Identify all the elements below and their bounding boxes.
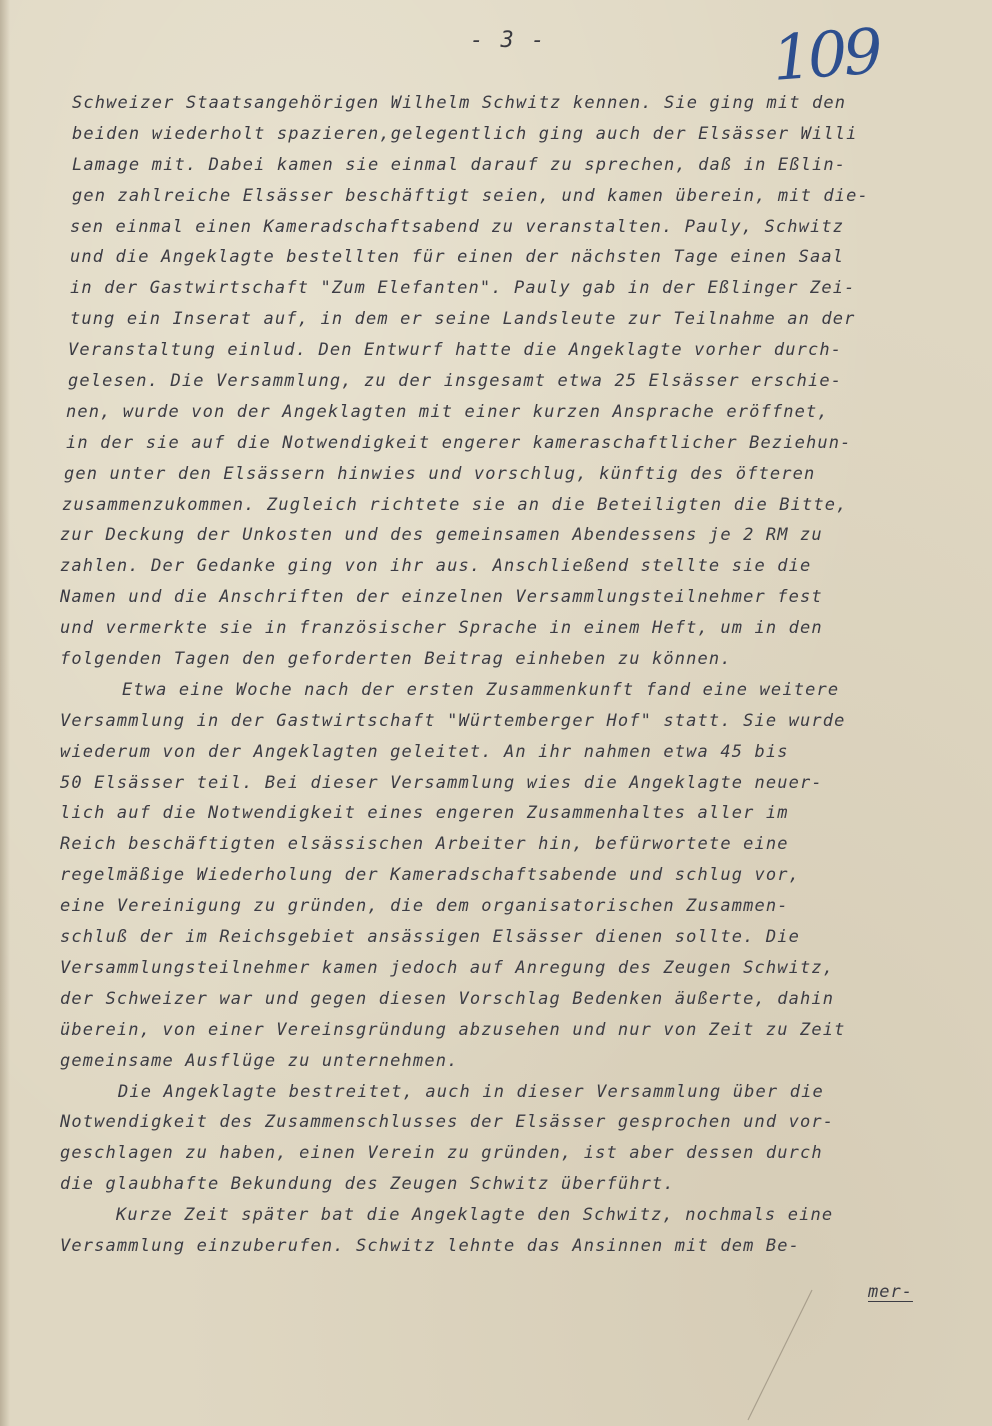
text-line: die glaubhafte Bekundung des Zeugen Schwitz überführt. bbox=[60, 1174, 675, 1195]
text-line: geschlagen zu haben, einen Verein zu gründen, ist aber dessen durch bbox=[60, 1143, 823, 1164]
text-line: lich auf die Notwendigkeit eines engeren Zusammenhaltes aller im bbox=[60, 803, 789, 824]
text-line: Versammlung in der Gastwirtschaft "Würtemberger Hof" statt. Sie wurde bbox=[60, 710, 846, 731]
handwritten-folio-number: 109 bbox=[770, 14, 882, 95]
text-line: gemeinsame Ausflüge zu unternehmen. bbox=[60, 1050, 459, 1071]
text-line: Lamage mit. Dabei kamen sie einmal darauf zu sprechen, daß in Eßlin- bbox=[72, 154, 847, 175]
continuation-word: mer- bbox=[868, 1282, 913, 1302]
text-line: beiden wiederholt spazieren,gelegentlich ging auch der Elsässer Willi bbox=[72, 123, 858, 144]
page-number: - 3 - bbox=[470, 28, 547, 53]
text-line: der Schweizer war und gegen diesen Vorschlag Bedenken äußerte, dahin bbox=[60, 988, 835, 1009]
text-line: Die Angeklagte bestreitet, auch in dieser Versammlung über die bbox=[118, 1081, 824, 1102]
text-line: schluß der im Reichsgebiet ansässigen Elsässer dienen sollte. Die bbox=[60, 927, 801, 948]
text-line: tung ein Inserat auf, in dem er seine Landsleute zur Teilnahme an der bbox=[70, 309, 856, 330]
text-line: wiederum von der Angeklagten geleitet. An ihr nahmen etwa 45 bis bbox=[60, 741, 789, 762]
text-line: folgenden Tagen den geforderten Beitrag einheben zu können. bbox=[60, 649, 732, 670]
text-line: in der Gastwirtschaft "Zum Elefanten". Pauly gab in der Eßlinger Zei- bbox=[70, 278, 856, 299]
text-line: zur Deckung der Unkosten und des gemeinsamen Abendessens je 2 RM zu bbox=[60, 525, 823, 546]
text-line: gen zahlreiche Elsässer beschäftigt seien, und kamen überein, mit die- bbox=[72, 185, 869, 206]
text-line: Veranstaltung einlud. Den Entwurf hatte die Angeklagte vorher durch- bbox=[68, 340, 843, 361]
text-line: Etwa eine Woche nach der ersten Zusammenkunft fand eine weitere bbox=[122, 679, 840, 700]
text-line: zahlen. Der Gedanke ging von ihr aus. Anschließend stellte sie die bbox=[60, 556, 812, 577]
text-line: und vermerkte sie in französischer Sprache in einem Heft, um in den bbox=[60, 618, 823, 639]
text-line: Schweizer Staatsangehörigen Wilhelm Schwitz kennen. Sie ging mit den bbox=[72, 93, 847, 113]
text-line: Versammlungsteilnehmer kamen jedoch auf Anregung des Zeugen Schwitz, bbox=[60, 957, 835, 978]
text-line: Notwendigkeit des Zusammenschlusses der Elsässer gesprochen und vor- bbox=[60, 1112, 835, 1133]
text-line: Reich beschäftigten elsässischen Arbeiter hin, befürwortete eine bbox=[60, 834, 789, 855]
text-line: 50 Elsässer teil. Bei dieser Versammlung wies die Angeklagte neuer- bbox=[60, 772, 823, 793]
text-line: nen, wurde von der Angeklagten mit einer kurzen Ansprache eröffnet, bbox=[66, 401, 829, 422]
text-line: überein, von einer Vereinsgründung abzusehen und nur von Zeit zu Zeit bbox=[60, 1019, 846, 1040]
text-line: gen unter den Elsässern hinwies und vorschlug, künftig des öfteren bbox=[64, 463, 816, 484]
text-line: in der sie auf die Notwendigkeit engerer kameraschaftlicher Beziehun- bbox=[66, 432, 852, 453]
text-line: eine Vereinigung zu gründen, die dem organisatorischen Zusammen- bbox=[60, 896, 789, 917]
text-line: regelmäßige Wiederholung der Kameradschaftsabende und schlug vor, bbox=[60, 865, 801, 886]
text-line: sen einmal einen Kameradschaftsabend zu veranstalten. Pauly, Schwitz bbox=[70, 216, 845, 237]
text-line: zusammenzukommen. Zugleich richtete sie an die Beteiligten die Bitte, bbox=[62, 494, 848, 515]
text-line: gelesen. Die Versammlung, zu der insgesamt etwa 25 Elsässer erschie- bbox=[68, 371, 843, 392]
text-line: Versammlung einzuberufen. Schwitz lehnte das Ansinnen mit dem Be- bbox=[60, 1235, 801, 1256]
text-line: und die Angeklagte bestellten für einen der nächsten Tage einen Saal bbox=[70, 247, 845, 268]
text-line: Kurze Zeit später bat die Angeklagte den Schwitz, nochmals eine bbox=[116, 1205, 834, 1226]
text-line: Namen und die Anschriften der einzelnen Versammlungsteilnehmer fest bbox=[60, 587, 823, 608]
